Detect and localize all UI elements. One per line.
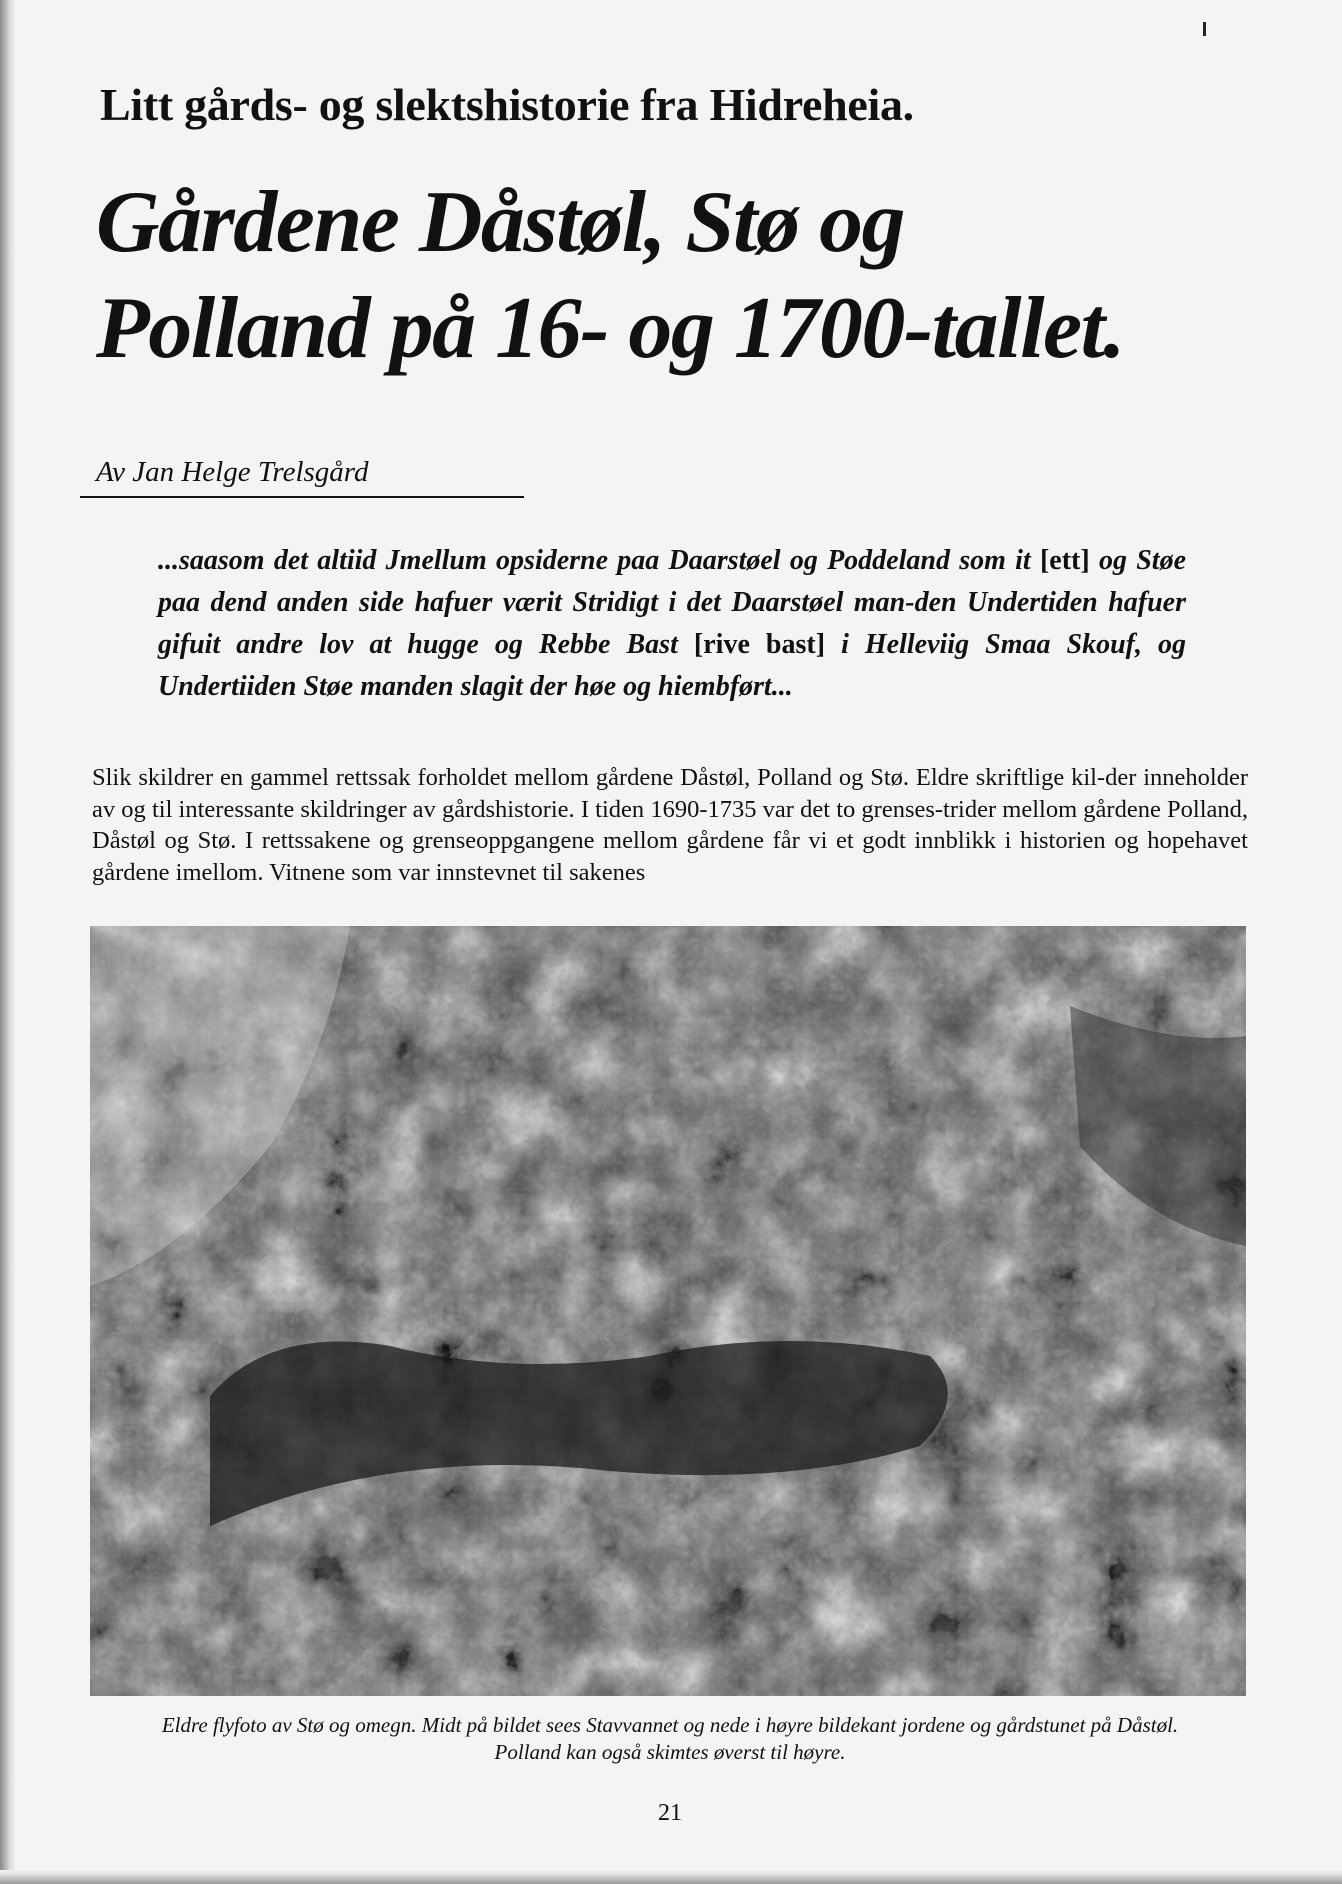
headline-line-1: Gårdene Dåstøl, Stø og (96, 174, 904, 271)
margin-mark (1203, 22, 1206, 36)
page-bottom-shadow (0, 1870, 1342, 1884)
article-kicker: Litt gårds- og slektshistorie fra Hidreheia. (100, 79, 914, 130)
quote-editorial-note-2: [rive bast] (693, 629, 826, 660)
headline-line-2: Polland på 16- og 1700-tallet. (96, 280, 1125, 377)
page-number: 21 (658, 1800, 682, 1826)
quote-part-5: i Helleviig Smaa Skouf, og Undertiiden Støe manden slagit der høe og hiembført... (158, 629, 1187, 702)
quote-part-3: og Støe paa dend anden side hafuer værit Stridigt i det Daarstøel man-den Undertiden hafuer gifuit andre lov at hugge og Rebbe Bast (158, 545, 1187, 660)
photo-caption: Eldre flyfoto av Stø og omegn. Midt på bildet sees Stavvannet og nede i høyre bildekant jordene og gårdstunet på Dåstøl. Polland kan også skimtes øverst til høyre. (161, 1713, 1179, 1764)
body-paragraph: Slik skildrer en gammel rettssak forholdet mellom gårdene Dåstøl, Polland og Stø. Eldre skriftlige kil-der inneholder av og til interessante skildringer av gårdshistorie. I tiden 1690-1735 var det to grenses-trider mellom gårdene Polland, Dåstøl og Stø. I rettssakene og grenseoppgangene mellom gårdene får vi et godt innblikk i historien og hopehavet gårdene imellom. Vitnene som var innstevnet til sakenes (92, 764, 1248, 886)
aerial-photo (90, 926, 1246, 1696)
aerial-photo-illustration (90, 926, 1246, 1696)
byline-rule (80, 496, 524, 498)
article-headline (96, 170, 1276, 382)
opening-quote (158, 540, 1186, 708)
quote-part-1: ...saasom det altiid Jmellum opsiderne paa Daarstøel og Poddeland som it (158, 545, 1031, 576)
byline: Av Jan Helge Trelsgård (96, 456, 369, 488)
quote-editorial-note-1: [ett] (1039, 545, 1090, 576)
page-edge-shadow (0, 0, 16, 1884)
